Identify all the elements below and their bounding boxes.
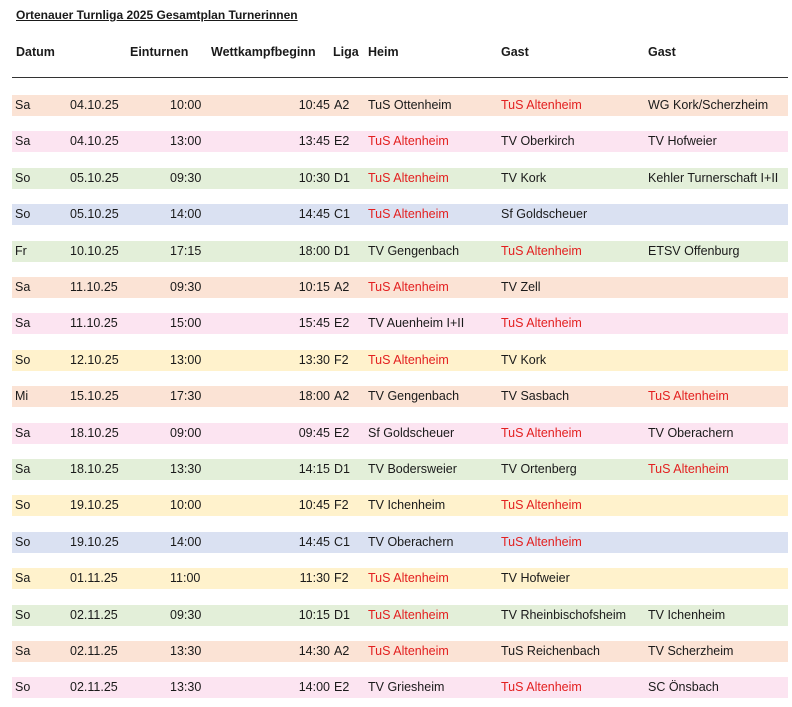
- einturnen-time: 13:30: [170, 644, 202, 658]
- gast-team: TV Sasbach: [501, 389, 570, 404]
- einturnen-time: 09:30: [170, 280, 202, 294]
- day: So: [15, 534, 31, 549]
- wettkampfbeginn-time: 14:00: [298, 680, 330, 695]
- einturnen-time: 17:15: [170, 243, 202, 258]
- day: So: [15, 498, 31, 513]
- gast-team: TV Zell: [501, 280, 541, 294]
- wettkampfbeginn-time: 15:45: [298, 316, 330, 331]
- table-row: [12, 350, 788, 371]
- day: Sa: [15, 644, 31, 658]
- date: 15.10.25: [70, 389, 119, 404]
- wettkampfbeginn-time: 14:15: [298, 462, 330, 476]
- einturnen-time: 17:30: [170, 389, 202, 404]
- gast-team: TuS Altenheim: [501, 498, 582, 513]
- einturnen-time: 13:30: [170, 680, 202, 695]
- liga: A2: [334, 644, 350, 658]
- heim-team: TV Oberachern: [368, 534, 454, 549]
- gast-team: TV Kork: [501, 170, 547, 185]
- heim-team: TV Auenheim I+II: [368, 316, 465, 331]
- day: So: [15, 207, 31, 222]
- wettkampfbeginn-time: 10:45: [298, 498, 330, 513]
- date: 02.11.25: [70, 680, 118, 695]
- wettkampfbeginn-time: 10:15: [298, 607, 330, 622]
- header-datum: Datum: [16, 45, 55, 59]
- table-row: [12, 204, 788, 225]
- day: Sa: [15, 98, 31, 112]
- liga: A2: [334, 280, 350, 294]
- day: Sa: [15, 280, 31, 294]
- table-row: [12, 95, 788, 116]
- date: 01.11.25: [70, 571, 118, 586]
- einturnen-time: 13:00: [170, 352, 202, 367]
- heim-team: TV Gengenbach: [368, 243, 460, 258]
- gast-team: TV Kork: [501, 352, 547, 367]
- gast-team: Sf Goldscheuer: [501, 207, 588, 222]
- date: 02.11.25: [70, 607, 118, 622]
- einturnen-time: 14:00: [170, 534, 202, 549]
- heim-team: TuS Altenheim: [368, 644, 449, 658]
- liga: F2: [334, 352, 349, 367]
- gast-team-2: TuS Altenheim: [648, 462, 729, 476]
- liga: E2: [334, 680, 350, 695]
- gast-team-2: TV Oberachern: [648, 425, 734, 440]
- header-wettkampfbeginn: Wettkampfbeginn: [211, 45, 316, 59]
- wettkampfbeginn-time: 14:30: [298, 644, 330, 658]
- gast-team-2: TuS Altenheim: [648, 389, 729, 404]
- table-row: [12, 131, 788, 152]
- table-row: [12, 641, 788, 662]
- date: 19.10.25: [70, 534, 119, 549]
- liga: C1: [334, 207, 350, 222]
- table-row: [12, 495, 788, 516]
- gast-team: TV Ortenberg: [501, 462, 577, 476]
- gast-team: TuS Altenheim: [501, 680, 582, 695]
- day: So: [15, 170, 31, 185]
- date: 11.10.25: [70, 316, 118, 331]
- day: So: [15, 352, 31, 367]
- wettkampfbeginn-time: 13:45: [298, 134, 330, 149]
- header-heim: Heim: [368, 45, 399, 59]
- header-divider: [12, 77, 788, 78]
- table-row: [12, 386, 788, 407]
- gast-team: TuS Altenheim: [501, 425, 582, 440]
- day: Sa: [15, 571, 31, 586]
- table-row: [12, 277, 788, 298]
- wettkampfbeginn-time: 18:00: [298, 389, 330, 404]
- liga: F2: [334, 498, 349, 513]
- date: 04.10.25: [70, 98, 119, 112]
- day: Mi: [15, 389, 29, 404]
- gast-team: TV Rheinbischofsheim: [501, 607, 627, 622]
- wettkampfbeginn-time: 10:15: [298, 280, 330, 294]
- gast-team-2: TV Scherzheim: [648, 644, 734, 658]
- gast-team: TuS Altenheim: [501, 243, 582, 258]
- liga: A2: [334, 98, 350, 112]
- gast-team-2: SC Önsbach: [648, 680, 719, 695]
- header-gast: Gast: [501, 45, 529, 59]
- einturnen-time: 09:30: [170, 607, 202, 622]
- einturnen-time: 15:00: [170, 316, 202, 331]
- date: 18.10.25: [70, 425, 119, 440]
- table-row: [12, 423, 788, 444]
- einturnen-time: 09:00: [170, 425, 202, 440]
- heim-team: Sf Goldscheuer: [368, 425, 455, 440]
- table-row: [12, 568, 788, 589]
- gast-team: TuS Altenheim: [501, 98, 582, 112]
- wettkampfbeginn-time: 18:00: [298, 243, 330, 258]
- einturnen-time: 11:00: [170, 571, 201, 586]
- table-row: [12, 532, 788, 553]
- gast-team: TuS Altenheim: [501, 316, 582, 331]
- date: 02.11.25: [70, 644, 118, 658]
- wettkampfbeginn-time: 14:45: [298, 534, 330, 549]
- day: So: [15, 607, 31, 622]
- date: 05.10.25: [70, 207, 119, 222]
- page-title: Ortenauer Turnliga 2025 Gesamtplan Turnerinnen: [16, 8, 298, 22]
- table-row: [12, 241, 788, 262]
- liga: C1: [334, 534, 350, 549]
- table-row: [12, 677, 788, 698]
- table-row: [12, 168, 788, 189]
- heim-team: TV Ichenheim: [368, 498, 446, 513]
- liga: D1: [334, 462, 350, 476]
- day: So: [15, 680, 31, 695]
- table-row: [12, 605, 788, 626]
- heim-team: TuS Ottenheim: [368, 98, 452, 112]
- heim-team: TuS Altenheim: [368, 571, 449, 586]
- liga: D1: [334, 243, 350, 258]
- liga: E2: [334, 316, 350, 331]
- wettkampfbeginn-time: 10:45: [298, 98, 330, 112]
- date: 04.10.25: [70, 134, 119, 149]
- gast-team: TV Hofweier: [501, 571, 570, 586]
- einturnen-time: 09:30: [170, 170, 202, 185]
- table-row: [12, 313, 788, 334]
- date: 10.10.25: [70, 243, 119, 258]
- einturnen-time: 14:00: [170, 207, 202, 222]
- heim-team: TuS Altenheim: [368, 207, 449, 222]
- gast-team: TuS Reichenbach: [501, 644, 600, 658]
- gast-team-2: WG Kork/Scherzheim: [648, 98, 769, 112]
- heim-team: TuS Altenheim: [368, 170, 449, 185]
- day: Sa: [15, 462, 31, 476]
- heim-team: TV Bodersweier: [368, 462, 457, 476]
- day: Sa: [15, 316, 31, 331]
- heim-team: TV Griesheim: [368, 680, 445, 695]
- gast-team-2: Kehler Turnerschaft I+II: [648, 170, 779, 185]
- gast-team-2: TV Ichenheim: [648, 607, 726, 622]
- heim-team: TuS Altenheim: [368, 134, 449, 149]
- liga: F2: [334, 571, 349, 586]
- gast-team: TuS Altenheim: [501, 534, 582, 549]
- date: 05.10.25: [70, 170, 119, 185]
- wettkampfbeginn-time: 13:30: [298, 352, 330, 367]
- wettkampfbeginn-time: 09:45: [298, 425, 330, 440]
- liga: D1: [334, 607, 350, 622]
- table-row: [12, 459, 788, 480]
- heim-team: TuS Altenheim: [368, 352, 449, 367]
- liga: E2: [334, 425, 350, 440]
- day: Sa: [15, 425, 31, 440]
- wettkampfbeginn-time: 10:30: [298, 170, 330, 185]
- heim-team: TuS Altenheim: [368, 607, 449, 622]
- gast-team: TV Oberkirch: [501, 134, 575, 149]
- day: Sa: [15, 134, 31, 149]
- date: 11.10.25: [70, 280, 118, 294]
- heim-team: TV Gengenbach: [368, 389, 460, 404]
- liga: D1: [334, 170, 350, 185]
- wettkampfbeginn-time: 11:30: [299, 571, 330, 586]
- header-liga: Liga: [333, 45, 359, 59]
- einturnen-time: 13:30: [170, 462, 202, 476]
- header-einturnen: Einturnen: [130, 45, 189, 59]
- liga: E2: [334, 134, 350, 149]
- einturnen-time: 10:00: [170, 498, 202, 513]
- einturnen-time: 13:00: [170, 134, 202, 149]
- liga: A2: [334, 389, 350, 404]
- day: Fr: [15, 243, 27, 258]
- date: 12.10.25: [70, 352, 119, 367]
- header-gast-2: Gast: [648, 45, 676, 59]
- date: 18.10.25: [70, 462, 119, 476]
- gast-team-2: TV Hofweier: [648, 134, 717, 149]
- heim-team: TuS Altenheim: [368, 280, 449, 294]
- date: 19.10.25: [70, 498, 119, 513]
- wettkampfbeginn-time: 14:45: [298, 207, 330, 222]
- einturnen-time: 10:00: [170, 98, 202, 112]
- gast-team-2: ETSV Offenburg: [648, 243, 740, 258]
